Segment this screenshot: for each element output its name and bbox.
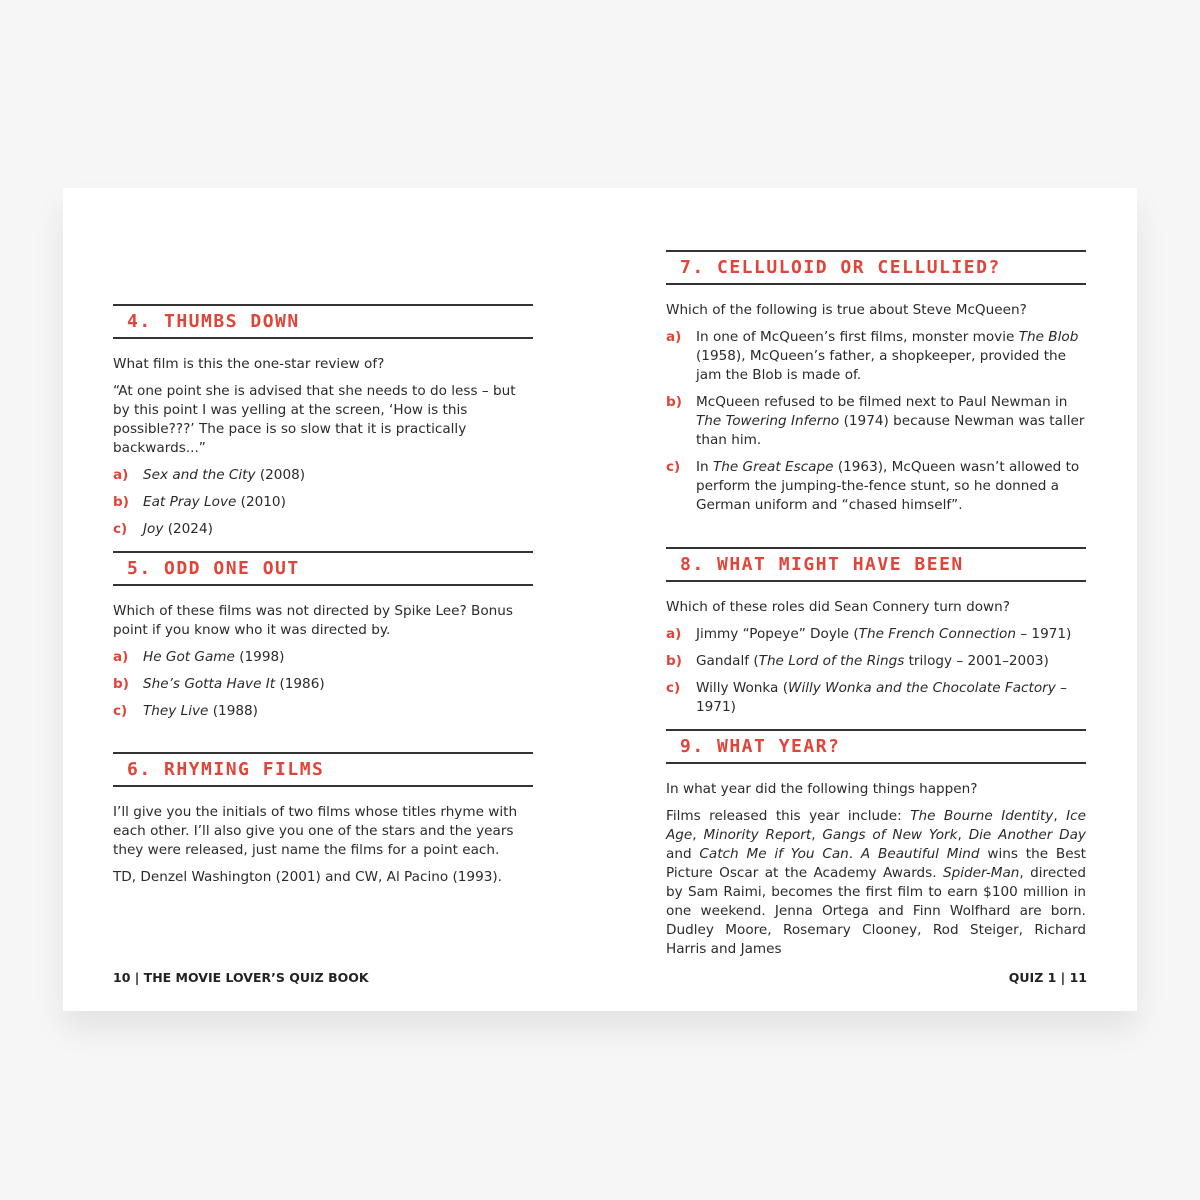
- text-segment: – 1971): [696, 680, 1067, 715]
- option-letter: a): [666, 329, 682, 345]
- option-letter: c): [666, 680, 681, 696]
- option-letter: b): [666, 394, 682, 410]
- right-page-footer: QUIZ 1 | 11: [1008, 970, 1087, 985]
- option-text: [696, 679, 1086, 717]
- title-text: She’s Gotta Have It: [143, 676, 276, 692]
- text-segment: Willy Wonka (: [696, 680, 789, 696]
- option-letter: a): [666, 626, 682, 642]
- title-text: A Beautiful Mind: [860, 846, 980, 862]
- text-segment: In: [696, 459, 713, 475]
- text-segment: ,: [692, 827, 704, 843]
- answer-option: [113, 702, 533, 721]
- answer-option: [113, 493, 533, 512]
- text-segment: – 1971): [1015, 626, 1072, 642]
- option-text: [143, 520, 213, 539]
- text-segment: McQueen refused to be filmed next to Paul Newman in: [696, 394, 1068, 410]
- option-letter: b): [113, 676, 129, 692]
- left-page-footer: 10 | THE MOVIE LOVER’S QUIZ BOOK: [113, 970, 369, 985]
- text-segment: trilogy – 2001–2003): [904, 653, 1049, 669]
- section-heading: 5. ODD ONE OUT: [113, 551, 533, 586]
- section-heading: 7. CELLULOID OR CELLULIED?: [666, 250, 1086, 285]
- text-segment: (2008): [255, 467, 306, 483]
- title-text: Willy Wonka and the Chocolate Factory: [788, 680, 1056, 696]
- question-paragraph: [666, 598, 1086, 617]
- option-text: [143, 675, 325, 694]
- question-paragraph: [113, 382, 533, 458]
- text-segment: (1986): [275, 676, 325, 692]
- text-segment: Which of these films was not directed by Spike Lee? Bonus point if you know who it was directed by.: [113, 603, 513, 638]
- question-paragraph: [113, 602, 533, 640]
- option-text: [143, 648, 284, 667]
- text-segment: ,: [811, 827, 823, 843]
- text-segment: “At one point she is advised that she needs to do less – but by this point I was yelling at the screen, ‘How is this possible???’ The pace is so slow that it is practically backwards...”: [113, 383, 516, 456]
- answer-option: [113, 675, 533, 694]
- title-text: The Blob: [1018, 329, 1079, 345]
- text-segment: (1958), McQueen’s father, a shopkeeper, provided the jam the Blob is made of.: [696, 348, 1067, 383]
- text-segment: , directed by Sam Raimi, becomes the first film to earn $100 million in one weekend. Jenna Ortega and Finn Wolfhard are born. Dudley Moore, Rosemary Clooney, Rod Steiger, Richard Harris and James: [666, 865, 1086, 957]
- option-letter: a): [113, 649, 129, 665]
- title-text: Eat Pray Love: [143, 494, 237, 510]
- section-heading: 9. WHAT YEAR?: [666, 729, 1086, 764]
- option-text: [696, 652, 1049, 671]
- title-text: Spider-Man: [942, 865, 1020, 881]
- title-text: They Live: [143, 703, 209, 719]
- option-letter: c): [113, 521, 128, 537]
- text-segment: wins the Best Picture Oscar at the Academy Awards.: [666, 846, 1086, 881]
- option-letter: b): [666, 653, 682, 669]
- answer-option: [666, 458, 1086, 515]
- title-text: The Towering Inferno: [696, 413, 840, 429]
- text-segment: Jimmy “Popeye” Doyle (: [696, 626, 859, 642]
- text-segment: Gandalf (: [696, 653, 759, 669]
- question-paragraph: [113, 355, 533, 374]
- answer-option: [666, 328, 1086, 385]
- title-text: The French Connection: [858, 626, 1016, 642]
- option-letter: c): [113, 703, 128, 719]
- text-segment: (2024): [163, 521, 213, 537]
- title-text: The Lord of the Rings: [758, 653, 905, 669]
- text-segment: ,: [1053, 808, 1067, 824]
- answer-option: [113, 466, 533, 485]
- option-text: [143, 466, 305, 485]
- option-text: [143, 493, 286, 512]
- question-paragraph: [666, 301, 1086, 320]
- text-segment: ,: [957, 827, 969, 843]
- quiz-question-section: [666, 250, 1086, 523]
- title-text: Sex and the City: [143, 467, 256, 483]
- quiz-question-section: [113, 304, 533, 547]
- text-segment: In one of McQueen’s first films, monster movie: [696, 329, 1019, 345]
- text-segment: .: [848, 846, 861, 862]
- quiz-question-section: [666, 547, 1086, 725]
- text-segment: Which of the following is true about Steve McQueen?: [666, 302, 1027, 318]
- answer-option: [113, 648, 533, 667]
- title-text: The Bourne Identity: [910, 808, 1054, 824]
- answer-option: [113, 520, 533, 539]
- text-segment: (1988): [208, 703, 258, 719]
- option-text: [696, 458, 1086, 515]
- text-segment: TD, Denzel Washington (2001) and CW, Al Pacino (1993).: [113, 869, 502, 885]
- option-letter: c): [666, 459, 681, 475]
- title-text: He Got Game: [143, 649, 235, 665]
- option-letter: a): [113, 467, 129, 483]
- text-segment: (1974) because Newman was taller than him.: [696, 413, 1085, 448]
- text-segment: and: [666, 846, 700, 862]
- text-segment: What film is this the one-star review of?: [113, 356, 385, 372]
- option-text: [143, 702, 258, 721]
- answer-option: [666, 679, 1086, 717]
- title-text: The Great Escape: [712, 459, 834, 475]
- text-segment: Which of these roles did Sean Connery turn down?: [666, 599, 1010, 615]
- text-segment: (2010): [236, 494, 286, 510]
- option-text: [696, 328, 1086, 385]
- option-text: [696, 625, 1071, 644]
- title-text: Ice Age: [666, 808, 1086, 843]
- section-heading: 8. WHAT MIGHT HAVE BEEN: [666, 547, 1086, 582]
- title-text: Die Another Day: [968, 827, 1086, 843]
- answer-option: [666, 393, 1086, 450]
- quiz-question-section: [113, 551, 533, 729]
- section-heading: 4. THUMBS DOWN: [113, 304, 533, 339]
- question-paragraph: [113, 868, 533, 887]
- question-paragraph: [113, 803, 533, 860]
- question-paragraph: [666, 780, 1086, 799]
- title-text: Joy: [143, 521, 164, 537]
- text-segment: I’ll give you the initials of two films whose titles rhyme with each other. I’ll also give you one of the stars and the years they were released, just name the films for a point each.: [113, 804, 518, 858]
- answer-option: [666, 625, 1086, 644]
- quiz-question-section: [113, 752, 533, 895]
- title-text: Catch Me if You Can: [699, 846, 849, 862]
- title-text: Minority Report: [703, 827, 812, 843]
- section-heading: 6. RHYMING FILMS: [113, 752, 533, 787]
- title-text: Gangs of New York: [822, 827, 958, 843]
- answer-option: [666, 652, 1086, 671]
- quiz-question-section: [666, 729, 1086, 967]
- text-segment: (1998): [234, 649, 285, 665]
- text-segment: In what year did the following things happen?: [666, 781, 978, 797]
- text-segment: Films released this year include:: [666, 808, 911, 824]
- option-text: [696, 393, 1086, 450]
- option-letter: b): [113, 494, 129, 510]
- text-segment: (1963), McQueen wasn’t allowed to perform the jumping-the-fence stunt, so he donned a German uniform and “chased himself”.: [696, 459, 1080, 513]
- question-paragraph: [666, 807, 1086, 959]
